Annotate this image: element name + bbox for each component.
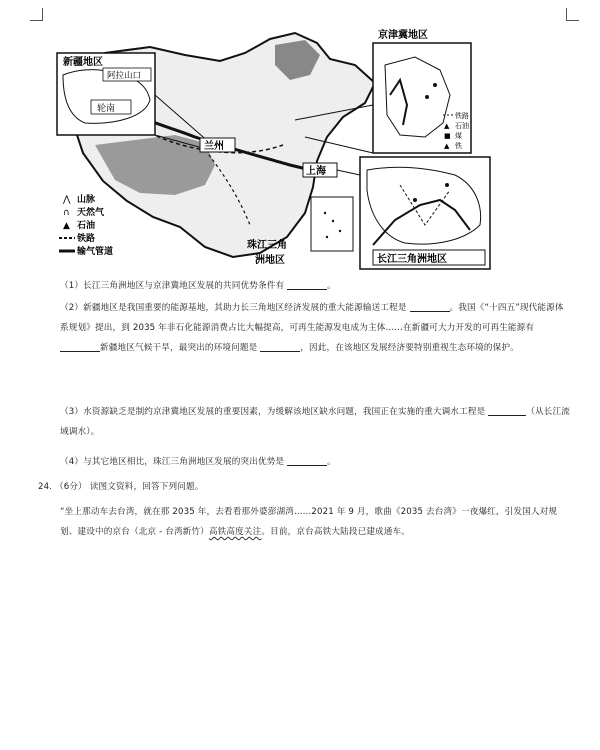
- south-china-sea-inset: [311, 197, 353, 251]
- altai-label: 阿拉山口: [107, 71, 142, 81]
- legend-railway-label: 铁路: [77, 234, 96, 244]
- answer-blank-q3[interactable]: [488, 404, 526, 416]
- answer-blank-q2-b[interactable]: [60, 340, 100, 352]
- question-number: 24.: [38, 482, 53, 492]
- inset-legend-iron: 铁: [455, 142, 462, 150]
- answer-blank-q4[interactable]: [287, 454, 327, 466]
- inset-legend-coal: 煤: [455, 132, 462, 140]
- map-legend: [59, 193, 113, 257]
- page-corner-mark-left: [30, 8, 43, 21]
- prd-region-label-line2: 洲地区: [255, 255, 285, 266]
- shanghai-label: 上海: [306, 166, 326, 177]
- mountain-icon: ⋀: [63, 195, 71, 205]
- oil-icon: ▲: [63, 221, 70, 231]
- china-energy-map: [55, 25, 495, 270]
- page-corner-mark-right: [566, 8, 579, 21]
- answer-blank-q2-c[interactable]: [260, 340, 300, 352]
- coal-icon: ■: [444, 132, 451, 140]
- oil-icon: ▲: [444, 122, 450, 130]
- xinjiang-region-label: 新疆地区: [63, 57, 103, 68]
- iron-icon: ▲: [444, 142, 450, 150]
- answer-blank-q2-a[interactable]: [410, 300, 450, 312]
- question-4: （4）与其它地区相比，珠江三角洲地区发展的突出优势是 。: [60, 452, 570, 472]
- answer-blank-q1[interactable]: [287, 278, 327, 290]
- question-24-passage: “坐上那动车去台湾，就在那 2035 年，去看看那外婆澎湖湾……2021 年 9 月，歌曲《2035 去台湾》一夜爆红，引发国人对规划、建设中的京台（北京 - 台湾新竹）高铁高度关注。目前，京台高铁大陆段已建成通车。: [60, 507, 558, 537]
- highlighted-phrase: 高铁高度关注: [208, 527, 262, 537]
- question-3: （3）水资源缺乏是制约京津冀地区发展的重要因素，为缓解该地区缺水问题，我国正在实施的重大调水工程是 （从长江流域调水）。: [60, 402, 570, 442]
- prd-region-label-line1: 珠江三角: [247, 240, 287, 251]
- question-2: （2）新疆地区是我国重要的能源基地，其助力长三角地区经济发展的重大能源输送工程是 。我国《“十四五”现代能源体系规划》提出，到 2035 年非石化能源消费占比大幅提高，可再生能源发电成为主体……在新疆可大力开发的可再生能源有 新疆地区气候干旱，最突出的环境问题是 ，因此，在该地区发展经济要特别重视生态环境的保护。: [60, 298, 570, 358]
- natural-gas-icon: ∩: [63, 208, 70, 218]
- yrd-region-label: 长江三角洲地区: [377, 254, 447, 265]
- legend-pipeline-label: 输气管道: [77, 247, 114, 257]
- lanzhou-label: 兰州: [204, 141, 224, 152]
- question-1: （1）长江三角洲地区与京津冀地区发展的共同优势条件有 。: [60, 276, 570, 296]
- question-score: （6分）: [55, 482, 87, 492]
- inset-legend-oil: 石油: [455, 122, 469, 130]
- lunnan-label: 轮南: [97, 104, 116, 114]
- inset-legend-railway: 铁路: [455, 112, 469, 120]
- legend-mountain-label: 山脉: [77, 195, 96, 205]
- question-instruction: 读图文资料，回答下列问题。: [89, 482, 204, 492]
- legend-gas-label: 天然气: [77, 208, 105, 218]
- question-24-header: [38, 477, 570, 497]
- legend-oil-label: 石油: [77, 221, 96, 231]
- jingjinji-region-label: 京津冀地区: [378, 30, 428, 41]
